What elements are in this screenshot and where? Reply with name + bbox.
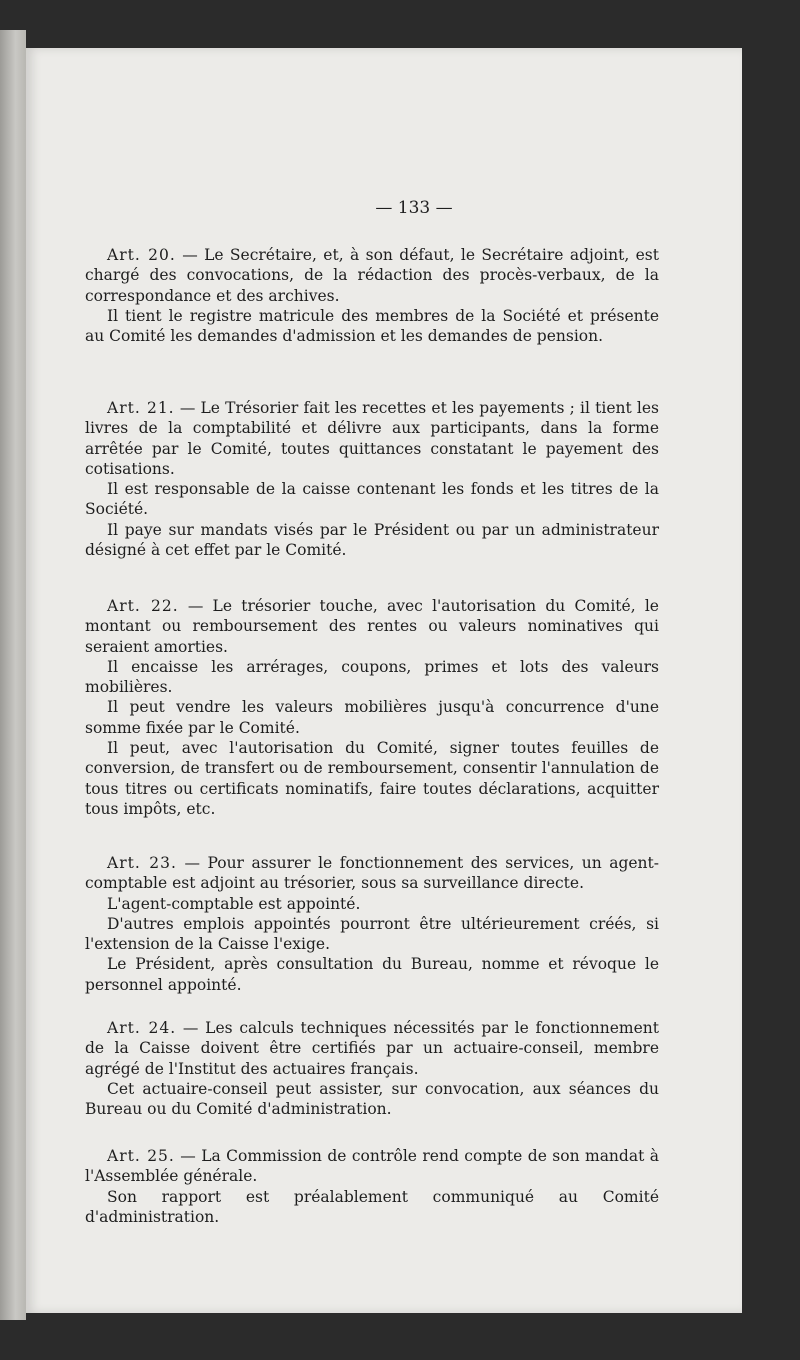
article-label: Art. 21. [107, 399, 175, 417]
article-text: — Le Trésorier fait les recettes et les payements ; il tient les livres de la comptabilité et délivre aux participants, dans la forme arrêtée par le Comité, toutes quittances constatant le payement des cotisations. [85, 399, 659, 478]
article-22 [85, 596, 659, 819]
article-paragraph: Cet actuaire-conseil peut assister, sur convocation, aux séances du Bureau ou du Comité d'administration. [85, 1079, 659, 1119]
article-paragraph: Son rapport est préalablement communiqué au Comité d'administration. [85, 1187, 659, 1226]
article-label: Art. 24. [107, 1019, 177, 1037]
article-25 [85, 1146, 659, 1227]
page-number-text: — 133 — [375, 198, 453, 218]
article-label: Art. 23. [107, 854, 177, 872]
previous-page-edge [0, 30, 26, 1320]
article-paragraph: Il peut, avec l'autorisation du Comité, signer toutes feuilles de conversion, de transfert ou de remboursement, consentir l'annulation de tous titres ou certificats nominatifs, faire toutes déclarations, acquitter tous impôts, etc. [85, 739, 659, 818]
article-text: — Pour assurer le fonctionnement des services, un agent-comptable est adjoint au trésorier, sous sa surveillance directe. [85, 854, 660, 893]
article-20 [85, 245, 659, 346]
article-label: Art. 20. [107, 246, 176, 264]
article-24 [85, 1018, 659, 1119]
article-paragraph [85, 853, 659, 894]
article-paragraph: Il est responsable de la caisse contenant les fonds et les titres de la Société. [85, 480, 659, 519]
article-paragraph: D'autres emplois appointés pourront être ultérieurement créés, si l'extension de la Caisse l'exige. [85, 914, 659, 954]
page-number [26, 198, 742, 218]
article-paragraph: L'agent-comptable est appointé. [107, 894, 361, 913]
article-text: — La Commission de contrôle rend compte de son mandat à l'Assemblée générale. [85, 1147, 659, 1186]
article-paragraph: Il tient le registre matricule des membres de la Société et présente au Comité les demandes d'admission et les demandes de pension. [85, 306, 659, 346]
article-paragraph: Il paye sur mandats visés par le Président ou par un administrateur désigné à cet effet par le Comité. [85, 520, 659, 560]
article-paragraph [85, 1146, 659, 1187]
article-paragraph [85, 398, 659, 479]
article-label: Art. 25. [107, 1147, 175, 1165]
article-paragraph: Le Président, après consultation du Bureau, nomme et révoque le personnel appointé. [85, 955, 659, 994]
book-page [26, 48, 742, 1313]
article-paragraph [85, 245, 659, 306]
article-text: — Le Secrétaire, et, à son défaut, le Secrétaire adjoint, est chargé des convocations, de la rédaction des procès-verbaux, de la correspondance et des archives. [85, 246, 659, 305]
article-23 [85, 853, 659, 995]
article-label: Art. 22. [107, 597, 179, 615]
article-paragraph: Il peut vendre les valeurs mobilières jusqu'à concurrence d'une somme fixée par le Comité. [85, 698, 659, 737]
article-text: — Les calculs techniques nécessités par le fonctionnement de la Caisse doivent être certifiés par un actuaire-conseil, membre agrégé de l'Institut des actuaires français. [85, 1019, 659, 1078]
article-paragraph: Il encaisse les arrérages, coupons, primes et lots des valeurs mobilières. [85, 657, 659, 697]
article-paragraph [85, 596, 659, 657]
article-paragraph [85, 1018, 659, 1079]
article-text: — Le trésorier touche, avec l'autorisation du Comité, le montant ou remboursement des rentes ou valeurs nominatives qui seraient amorties. [85, 597, 659, 656]
article-21 [85, 398, 659, 560]
